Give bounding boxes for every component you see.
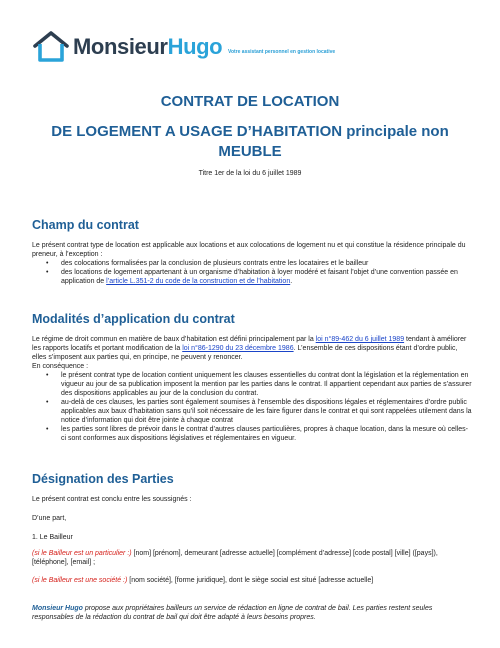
- modalites-consequence: En conséquence :: [32, 363, 89, 370]
- list-item: • des colocations formalisées par la conclusion de plusieurs contrats entre les locataires et le bailleur: [32, 259, 472, 268]
- footer-disclaimer: Monsieur Hugo propose aux propriétaires bailleurs un service de rédaction en ligne de contrat de bail. Les parties restent seules responsables de la rédaction du contrat de bail qui doit être adapté à leurs besoins propres.: [32, 605, 433, 621]
- list-item: • des locations de logement appartenant à un organisme d’habitation à loyer modéré et faisant l’objet d’une convention passée en application de l’article L.351-2 du code de la construction et de l’habitation.: [32, 268, 472, 286]
- brand-tagline: Votre assistant personnel en gestion locative: [228, 49, 336, 55]
- brand-logo: [32, 27, 222, 67]
- section-heading-champ: Champ du contrat: [32, 218, 139, 232]
- article-link[interactable]: l’article L.351-2 du code de la construction et de l’habitation: [106, 278, 291, 285]
- contract-title-sub: DE LOGEMENT A USAGE D’HABITATION principale non MEUBLE: [51, 123, 449, 160]
- list-item: • au-delà de ces clauses, les parties sont également soumises à l’ensemble des dispositions légales et réglementaires d’ordre public applicables aux baux d’habitation sans qu’il soit nécessaire de les faire figurer dans le contrat et qui sont rappelées utilement dans la notice d’information qui doit être jointe à chaque contrat: [32, 398, 472, 425]
- parties-intro: Le présent contrat est conclu entre les soussignés :: [32, 496, 192, 503]
- section-heading-modalites: Modalités d’application du contrat: [32, 312, 235, 326]
- parties-first-party: D’une part,: [32, 515, 67, 522]
- bailleur-label: 1. Le Bailleur: [32, 534, 73, 541]
- section-modalites-body: [32, 335, 472, 443]
- section-champ-body: [32, 241, 472, 286]
- modalites-intro: Le régime de droit commun en matière de baux d’habitation est défini principalement par la loi n°89-462 du 6 juillet 1989 tendant à améliorer les rapports locatifs et portant modification de la loi n°86-1290 du 23 décembre 1986. L’ensemble de ces dispositions étant d’ordre public, elles s’imposent aux parties qui, en principe, ne peuvent y renoncer.: [32, 336, 467, 361]
- list-item: • les parties sont libres de prévoir dans le contrat d’autres clauses particulières, propres à chaque location, dans la mesure où celles-ci sont conformes aux dispositions législatives et réglementaires en vigueur.: [32, 425, 472, 443]
- law-reference: Titre 1er de la loi du 6 juillet 1989: [198, 170, 302, 177]
- brand-name: MonsieurHugo: [73, 34, 223, 59]
- champ-intro: Le présent contrat type de location est applicable aux locations et aux colocations de logement nu et qui constitue la résidence principale du preneur, à l’exception :: [32, 242, 466, 258]
- bailleur-particulier: (si le Bailleur est un particulier :) [nom] [prénom], demeurant [adresse actuelle] [complément d’adresse] [code postal] [ville] ([pays]), [téléphone], [email] ;: [32, 550, 438, 566]
- section-heading-parties: Désignation des Parties: [32, 472, 174, 486]
- house-logo-icon: [32, 30, 72, 64]
- law-link-1986[interactable]: loi n°86-1290 du 23 décembre 1986: [182, 345, 294, 352]
- law-link-1989[interactable]: loi n°89-462 du 6 juillet 1989: [315, 336, 405, 343]
- list-item: • le présent contrat type de location contient uniquement les clauses essentielles du contrat dont la législation et la réglementation en vigueur au jour de sa publication imposent la mention par les parties dans le contrat. Il appartient cependant aux parties de s’assurer des dispositions applicables au jour de la conclusion du contrat.: [32, 371, 472, 398]
- bailleur-societe: (si le Bailleur est une société :) [nom société], [forme juridique], dont le siège social est situé [adresse actuelle]: [32, 577, 374, 584]
- contract-title: CONTRAT DE LOCATION: [160, 93, 340, 110]
